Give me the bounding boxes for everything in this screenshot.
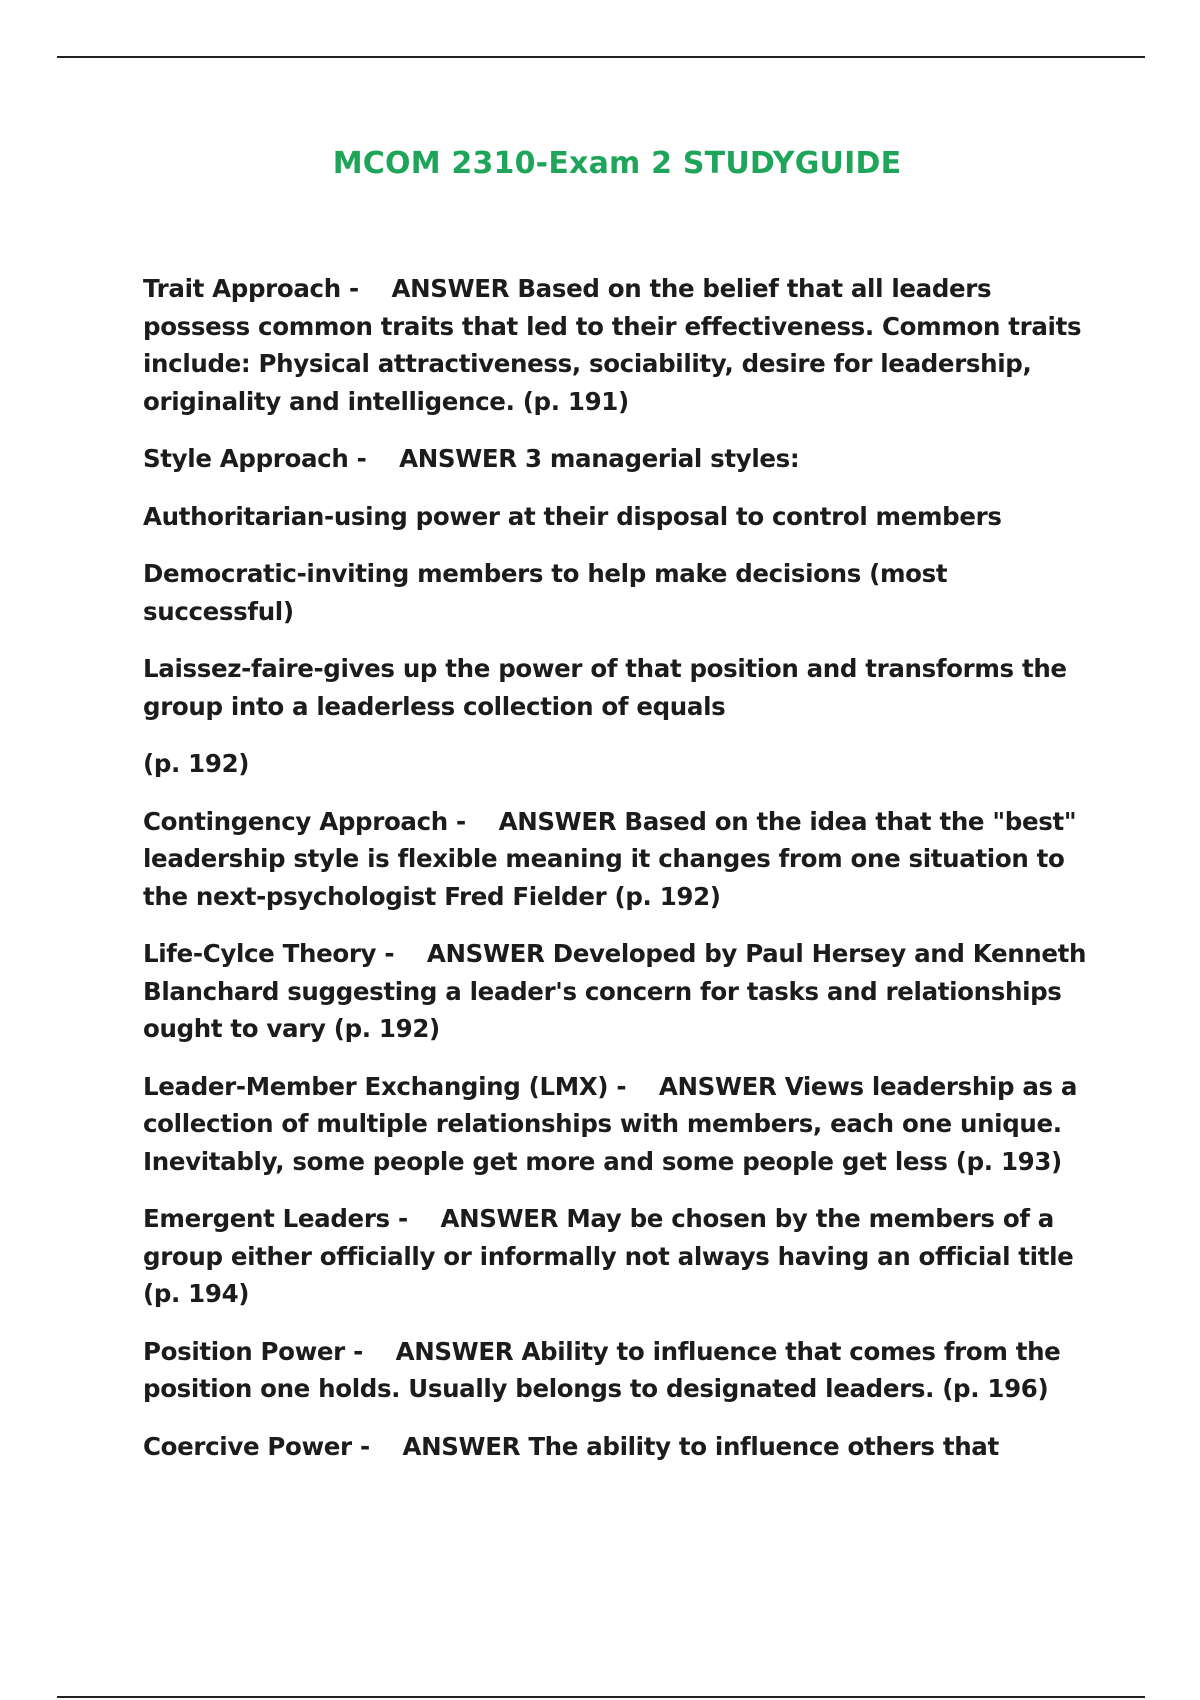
entry-term: Coercive Power	[143, 1431, 352, 1461]
entry-term: Life-Cylce Theory	[143, 939, 377, 968]
entry-separator: -	[340, 274, 392, 303]
entry-position-power	[143, 1333, 1103, 1408]
entry-term: Style Approach	[143, 444, 349, 473]
entry-separator: -	[344, 1336, 396, 1366]
entry-style-approach	[143, 440, 1103, 478]
page-reference: (p. 192)	[143, 749, 250, 778]
style-laissez-faire: Laissez-faire-gives up the power of that position and transforms the group into a leaderless collection of equals	[143, 654, 1067, 721]
top-rule	[57, 56, 1145, 58]
entry-separator: -	[351, 1431, 403, 1461]
entry-separator: -	[348, 444, 400, 473]
entry-separator: -	[376, 939, 427, 968]
page-title: MCOM 2310-Exam 2 STUDYGUIDE	[332, 146, 902, 181]
entry-contingency-approach	[143, 803, 1103, 916]
entry-term: Emergent Leaders	[143, 1204, 390, 1233]
bottom-rule	[57, 1696, 1145, 1698]
entry-lmx	[143, 1068, 1103, 1181]
entry-separator: -	[447, 806, 499, 836]
entry-trait-approach	[143, 270, 1103, 420]
entry-answer: ANSWER May be chosen by the members of a group either officially or informally not always having an official title (p. 194)	[143, 1204, 1074, 1308]
entry-answer: ANSWER Views leadership as a collection of multiple relationships with members, each one unique. Inevitably, some people get more and some people get less (p. 193)	[143, 1071, 1078, 1176]
entry-term: Leader-Member Exchanging (LMX)	[143, 1071, 609, 1101]
entry-coercive-power	[143, 1428, 1103, 1466]
entry-emergent-leaders	[143, 1200, 1103, 1313]
entry-term: Position Power	[143, 1336, 345, 1366]
entry-term: Trait Approach	[143, 274, 341, 303]
style-democratic: Democratic-inviting members to help make decisions (most successful)	[143, 559, 948, 626]
entry-separator: -	[389, 1204, 441, 1233]
entry-answer: ANSWER The ability to influence others that	[402, 1431, 999, 1461]
style-authoritarian: Authoritarian-using power at their disposal to control members	[143, 501, 1002, 531]
entry-answer: ANSWER 3 managerial styles:	[399, 444, 800, 473]
entry-separator: -	[608, 1071, 659, 1101]
entry-answer: ANSWER Developed by Paul Hersey and Kenneth Blanchard suggesting a leader's concern for tasks and relationships ought to vary (p. 192)	[143, 939, 1087, 1043]
entry-answer: ANSWER Based on the belief that all leaders possess common traits that led to their effectiveness. Common traits include: Physical attractiveness, sociability, desire for leadership, originality and intelligence. (p. 191)	[143, 274, 1082, 416]
entry-answer: ANSWER Ability to influence that comes from the position one holds. Usually belongs to designated leaders. (p. 196)	[143, 1336, 1061, 1403]
study-entries	[143, 270, 1103, 1485]
entry-answer: ANSWER Based on the idea that the "best" leadership style is flexible meaning it changes from one situation to the next-psychologist Fred Fielder (p. 192)	[143, 806, 1077, 911]
entry-life-cycle-theory	[143, 935, 1103, 1048]
entry-term: Contingency Approach	[143, 806, 448, 836]
